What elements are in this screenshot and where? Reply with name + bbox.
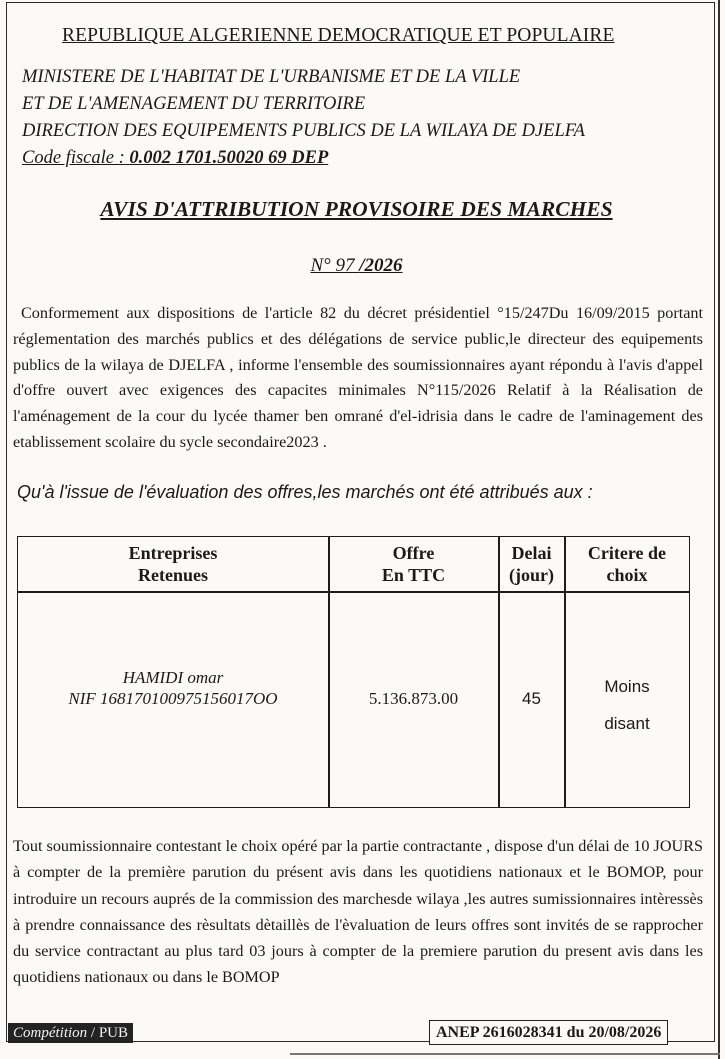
direction-line: DIRECTION DES EQUIPEMENTS PUBLICS DE LA WILAYA DE DJELFA: [22, 121, 585, 141]
anep-reference: ANEP 2616028341 du 20/08/2026: [429, 1020, 668, 1045]
ministry-line-2: ET DE L'AMENAGEMENT DU TERRITOIRE: [22, 94, 366, 114]
table-header-divider: [18, 591, 689, 593]
header-delay-line-2: (jour): [509, 565, 554, 585]
page-bottom-line: [290, 1053, 720, 1055]
ministry-line-1: MINISTERE DE L'HABITAT DE L'URBANISME ET DE LA VILLE: [22, 67, 521, 87]
delay-days: 45: [522, 689, 541, 708]
publication-tag: [8, 1023, 133, 1043]
fiscal-code-value: 0.002 1701.50020 69 DEP: [129, 148, 329, 168]
header-offer: [329, 542, 498, 586]
publication-tag-italic: Compétition: [13, 1025, 88, 1041]
winner-name: HAMIDI omar: [122, 668, 224, 687]
header-company-line-1: Entreprises: [128, 543, 218, 563]
header-delay-line-1: Delai: [511, 543, 552, 563]
page-edge-line: [718, 0, 720, 1059]
republic-heading: REPUBLIQUE ALGERIENNE DEMOCRATIQUE ET POPULAIRE: [62, 25, 615, 46]
award-table: [17, 536, 690, 808]
winner-nif: NIF 168170100975156017OO: [68, 689, 278, 708]
ministry-block: [22, 64, 585, 172]
winner-company: [18, 667, 328, 709]
issue-sentence: Qu'à l'issue de l'évaluation des offres,les marchés ont été attribués aux :: [17, 482, 593, 502]
notice-number-prefix: N° 97: [310, 255, 355, 276]
criteria-line-2: disant: [604, 714, 650, 733]
header-company-line-2: Retenues: [138, 565, 208, 585]
selection-criteria: [565, 668, 689, 742]
header-offer-line-1: Offre: [392, 543, 435, 563]
header-company: [18, 542, 328, 586]
header-criteria: [565, 542, 689, 586]
notice-title: AVIS D'ATTRIBUTION PROVISOIRE DES MARCHES: [100, 197, 613, 221]
header-delay: [499, 542, 564, 586]
fiscal-code: [22, 145, 585, 172]
criteria-line-1: Moins: [604, 677, 650, 696]
header-offer-line-2: En TTC: [381, 565, 446, 585]
header-criteria-line-2: choix: [606, 565, 648, 585]
header-criteria-line-1: Critere de: [587, 543, 667, 563]
fiscal-code-label: Code fiscale :: [22, 148, 125, 168]
publication-tag-rest: / PUB: [87, 1025, 129, 1041]
appeal-paragraph: Tout soumissionnaire contestant le choix opéré par la partie contractante , dispose d'un délai de 10 JOURS à compter de la première parution du présent avis dans les quotidiens nationaux et le BOMOP, pour introduire un recours auprés de la commission des marchesde wilaya ,les autres sumissionnaires intèressès à prendre connaissance des rèsultats dètaillès de l'èvaluation de leurs offres sont invités de se rapprocher du service contractant au plus tard 03 jours à compter de la premiere parution du present avis dans les quotidiens nationaux ou dans le BOMOP: [13, 837, 703, 987]
offer-amount: 5.136.873.00: [368, 689, 459, 708]
notice-number-year: /2026: [359, 255, 403, 276]
intro-paragraph: Conformement aux dispositions de l'article 82 du décret présidentiel °15/247Du 16/09/2015 portant réglementation des marchés publics et des délégations de service public,le directeur des equipements publics de la wilaya de DJELFA , informe l'ensemble des soumissionnaires ayant répondu à l'avis d'appel d'offre ouvert avec exigences des capacites minimales N°115/2026 Relatif à la Réalisation de l'aménagement de la cour du lycée thamer ben omrané d'el-idrisia dans le cadre de l'aminagement des etablissement scolaire du sycle secondaire2023 .: [13, 304, 703, 451]
notice-number: [0, 255, 713, 277]
